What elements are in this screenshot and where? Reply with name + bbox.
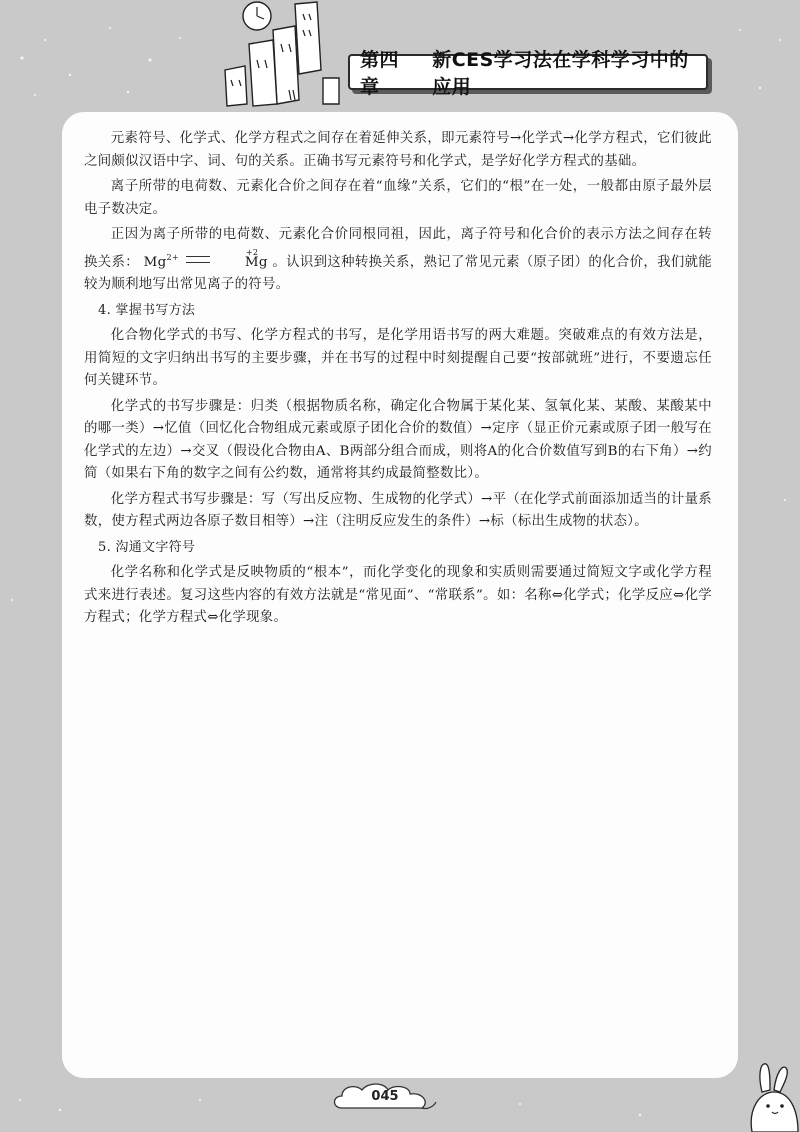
chapter-number: 第四章 <box>360 49 400 98</box>
chapter-banner <box>348 49 708 98</box>
paragraph: 化合物化学式的书写、化学方程式的书写，是化学用语书写的两大难题。突破难点的有效方法是，用简短的文字归纳出书写的主要步骤，并在书写的过程中时刻提醒自己要“按部就班”进行，不要遗忘任何关键环节。 <box>84 328 712 388</box>
city-illustration-icon <box>205 0 345 110</box>
paragraph-lead: 正因为离子所带的电荷数、元素化合价同根同祖，因此，离子符号和化合价的表示方法之间存在转换关系： <box>84 227 712 270</box>
page-number: 045 <box>371 1089 399 1104</box>
paragraph: 化学式的书写步骤是：归类（根据物质名称，确定化合物属于某化某、氢氧化某、某酸、某酸某中的哪一类）→忆值（回忆化合物组成元素或原子团化合价的数值）→定序（显正价元素或原子团一般写在化学式的左边）→交叉（假设化合物由A、B两部分组合而成，则将A的化合价数值写到B的右下角）→约简（如果右下角的数字之间有公约数，通常将其约成最简整数比）。 <box>84 398 712 481</box>
ion-valence-formula <box>143 247 273 270</box>
body-text <box>84 128 712 633</box>
ion-symbol: Mg <box>143 254 167 270</box>
valence-mark: +2 <box>245 247 259 257</box>
paragraph: 元素符号、化学式、化学方程式之间存在着延伸关系，即元素符号→化学式→化学方程式，它们彼此之间颇似汉语中字、词、句的关系。正确书写元素符号和化学式，是学好化学方程式的基础。 <box>84 131 712 169</box>
section-heading: 5. 沟通文字符号 <box>98 539 196 555</box>
equivalence-arrow-icon <box>186 256 210 263</box>
valence-symbol: +2 Mg <box>218 252 268 275</box>
rabbit-icon <box>740 1058 800 1132</box>
paragraph: 化学名称和化学式是反映物质的“根本”，而化学变化的现象和实质则需要通过简短文字或化学方程式来进行表述。复习这些内容的有效方法就是“常见面”、“常联系”。如：名称⇔化学式；化学反应⇔化学方程式；化学方程式⇔化学现象。 <box>84 565 712 625</box>
paragraph-tail: 。认识到这种转换关系，熟记了常见元素（原子团）的化合价，我们就能较为顺利地写出常见离子的符号。 <box>84 254 712 292</box>
ion-charge: 2+ <box>166 252 179 262</box>
chapter-title: 新CES学习法在学科学习中的应用 <box>432 49 689 98</box>
paragraph <box>84 224 712 297</box>
paragraph: 离子所带的电荷数、元素化合价之间存在着“血缘”关系，它们的“根”在一处，一般都由原子最外层电子数决定。 <box>84 179 712 217</box>
paragraph: 化学方程式书写步骤是：写（写出反应物、生成物的化学式）→平（在化学式前面添加适当的计量系数，使方程式两边各原子数目相等）→注（注明反应发生的条件）→标（标出生成物的状态）。 <box>84 491 712 529</box>
section-heading: 4. 掌握书写方法 <box>98 302 196 318</box>
